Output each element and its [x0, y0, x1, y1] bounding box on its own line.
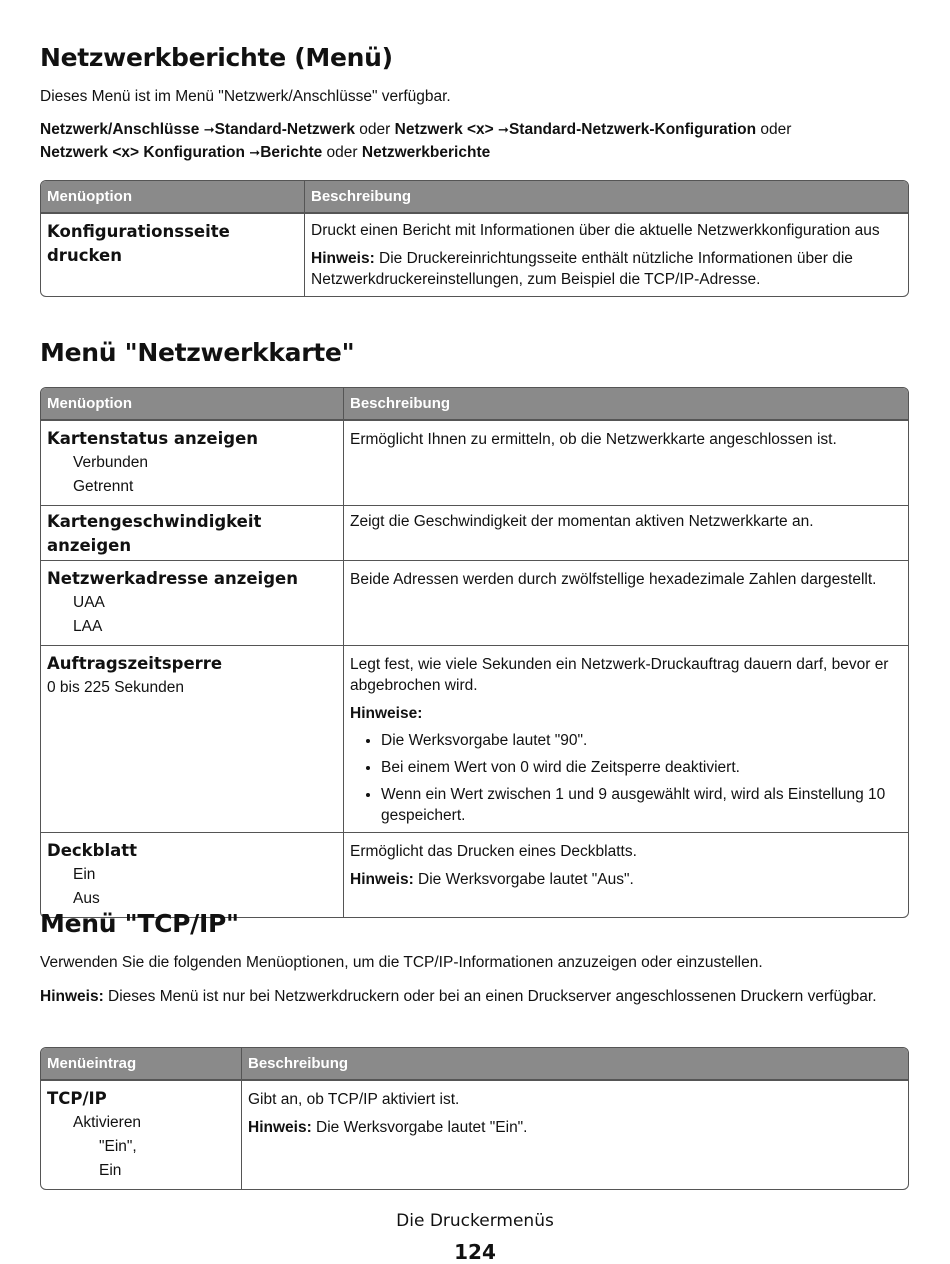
- option-cell: [41, 645, 343, 832]
- list-item: • Wenn ein Wert zwischen 1 und 9 ausgewählt wird, wird als Einstellung 10 gespeichert.: [381, 784, 902, 826]
- description-cell: [304, 213, 908, 296]
- netzwerkkarte-table: [40, 387, 909, 918]
- note-label: Hinweis:: [248, 1119, 312, 1136]
- option-label: Auftragszeitsperre: [47, 654, 223, 673]
- note-body: Die Druckereinrichtungsseite enthält nützliche Informationen über die Netzwerkdruckereinstellungen, zum Beispiel die TCP/IP-Adresse.: [311, 250, 853, 288]
- page-number: 124: [454, 1240, 496, 1264]
- option-value: Aktivieren: [73, 1114, 142, 1131]
- option-label: TCP/IP: [47, 1089, 107, 1108]
- section-title-netzwerkberichte: Netzwerkberichte (Menü): [40, 43, 393, 72]
- column-header: Menüoption: [41, 388, 343, 420]
- section-title-netzwerkkarte: Menü "Netzwerkkarte": [40, 338, 355, 367]
- note-label: Hinweis:: [40, 988, 104, 1005]
- column-header: Beschreibung: [343, 388, 908, 420]
- table-row: [41, 1080, 908, 1189]
- path-connector: oder: [355, 121, 395, 138]
- table-row: [41, 213, 908, 296]
- section-intro: Verwenden Sie die folgenden Menüoptionen, um die TCP/IP-Informationen anzuzeigen oder einzustellen.: [40, 954, 763, 971]
- arrow-icon: ➞: [498, 123, 509, 138]
- path-part: Netzwerkberichte: [361, 144, 491, 161]
- description-text: Gibt an, ob TCP/IP aktiviert ist.: [248, 1091, 460, 1108]
- description-text: Druckt einen Bericht mit Informationen über die aktuelle Netzwerkkonfiguration aus: [311, 222, 880, 239]
- table-row: [41, 832, 908, 917]
- note-text: [248, 1117, 902, 1138]
- column-header: Menüeintrag: [41, 1048, 241, 1080]
- option-cell: [41, 505, 343, 560]
- option-value: Aus: [73, 890, 100, 907]
- footer-title: Die Druckermenüs: [396, 1211, 554, 1231]
- description-cell: [343, 420, 908, 505]
- path-connector: oder: [322, 144, 362, 161]
- path-part: Berichte: [260, 144, 323, 161]
- arrow-icon: ➞: [203, 123, 215, 138]
- option-cell: [41, 560, 343, 645]
- option-cell: [41, 213, 304, 296]
- table-row: [41, 505, 908, 560]
- option-label: Netzwerkadresse anzeigen: [47, 569, 298, 588]
- option-label: Deckblatt: [47, 841, 138, 860]
- netzwerkberichte-table: [40, 180, 909, 297]
- menu-path: [40, 119, 909, 165]
- table-row: [41, 645, 908, 832]
- note-label: Hinweis:: [311, 250, 375, 267]
- notes-label: Hinweise:: [350, 705, 423, 722]
- section-intro: Dieses Menü ist im Menü "Netzwerk/Anschlüsse" verfügbar.: [40, 88, 451, 105]
- path-part: Netzwerk <x> Konfiguration: [40, 144, 245, 161]
- path-part: Standard-Netzwerk: [214, 121, 355, 138]
- path-part: Netzwerk <x>: [394, 121, 494, 138]
- option-range: 0 bis 225 Sekunden: [47, 679, 185, 696]
- option-subvalue: "Ein",: [99, 1138, 137, 1155]
- description-cell: [343, 832, 908, 917]
- description-text: Beide Adressen werden durch zwölfstellige hexadezimale Zahlen dargestellt.: [350, 571, 877, 588]
- description-text: Legt fest, wie viele Sekunden ein Netzwerk-Druckauftrag dauern darf, bevor er abgebrochen wird.: [350, 656, 889, 694]
- description-text: Zeigt die Geschwindigkeit der momentan aktiven Netzwerkkarte an.: [350, 513, 814, 530]
- section-title-tcpip: Menü "TCP/IP": [40, 909, 239, 938]
- option-label: Kartengeschwindigkeit anzeigen: [47, 512, 262, 555]
- description-text: Ermöglicht das Drucken eines Deckblatts.: [350, 843, 637, 860]
- note-label: Hinweis:: [350, 871, 414, 888]
- path-part: Netzwerk/Anschlüsse: [40, 121, 200, 138]
- description-cell: [343, 560, 908, 645]
- description-text: Ermöglicht Ihnen zu ermitteln, ob die Netzwerkkarte angeschlossen ist.: [350, 431, 837, 448]
- option-value: Getrennt: [73, 478, 134, 495]
- column-header: Menüoption: [41, 181, 304, 213]
- option-value: Verbunden: [73, 454, 148, 471]
- note-body: Die Werksvorgabe lautet "Ein".: [311, 1119, 528, 1136]
- option-cell: [41, 1080, 241, 1189]
- option-cell: [41, 832, 343, 917]
- column-header: Beschreibung: [304, 181, 908, 213]
- path-connector: oder: [756, 121, 792, 138]
- option-label: Kartenstatus anzeigen: [47, 429, 259, 448]
- description-cell: [343, 505, 908, 560]
- column-header: Beschreibung: [241, 1048, 908, 1080]
- table-row: [41, 420, 908, 505]
- description-cell: [343, 645, 908, 832]
- option-value: Ein: [73, 866, 96, 883]
- arrow-icon: ➞: [249, 146, 261, 161]
- list-item: • Bei einem Wert von 0 wird die Zeitsperre deaktiviert.: [381, 757, 902, 778]
- note-body: Dieses Menü ist nur bei Netzwerkdruckern oder bei an einen Druckserver angeschlossenen Druckern verfügbar.: [103, 988, 877, 1005]
- option-subvalue: Ein: [99, 1162, 122, 1179]
- path-part: Standard-Netzwerk-Konfiguration: [508, 121, 757, 138]
- option-value: LAA: [73, 618, 103, 635]
- notes-list: [350, 730, 902, 826]
- note-text: [311, 248, 902, 290]
- option-value: UAA: [73, 594, 105, 611]
- note-text: [350, 869, 902, 890]
- option-cell: [41, 420, 343, 505]
- tcpip-table: [40, 1047, 909, 1190]
- description-cell: [241, 1080, 908, 1189]
- note-body: Die Werksvorgabe lautet "Aus".: [413, 871, 634, 888]
- option-label: Konfigurationsseite drucken: [47, 222, 230, 265]
- table-row: [41, 560, 908, 645]
- list-item: • Die Werksvorgabe lautet "90".: [381, 730, 902, 751]
- section-note: [40, 986, 909, 1008]
